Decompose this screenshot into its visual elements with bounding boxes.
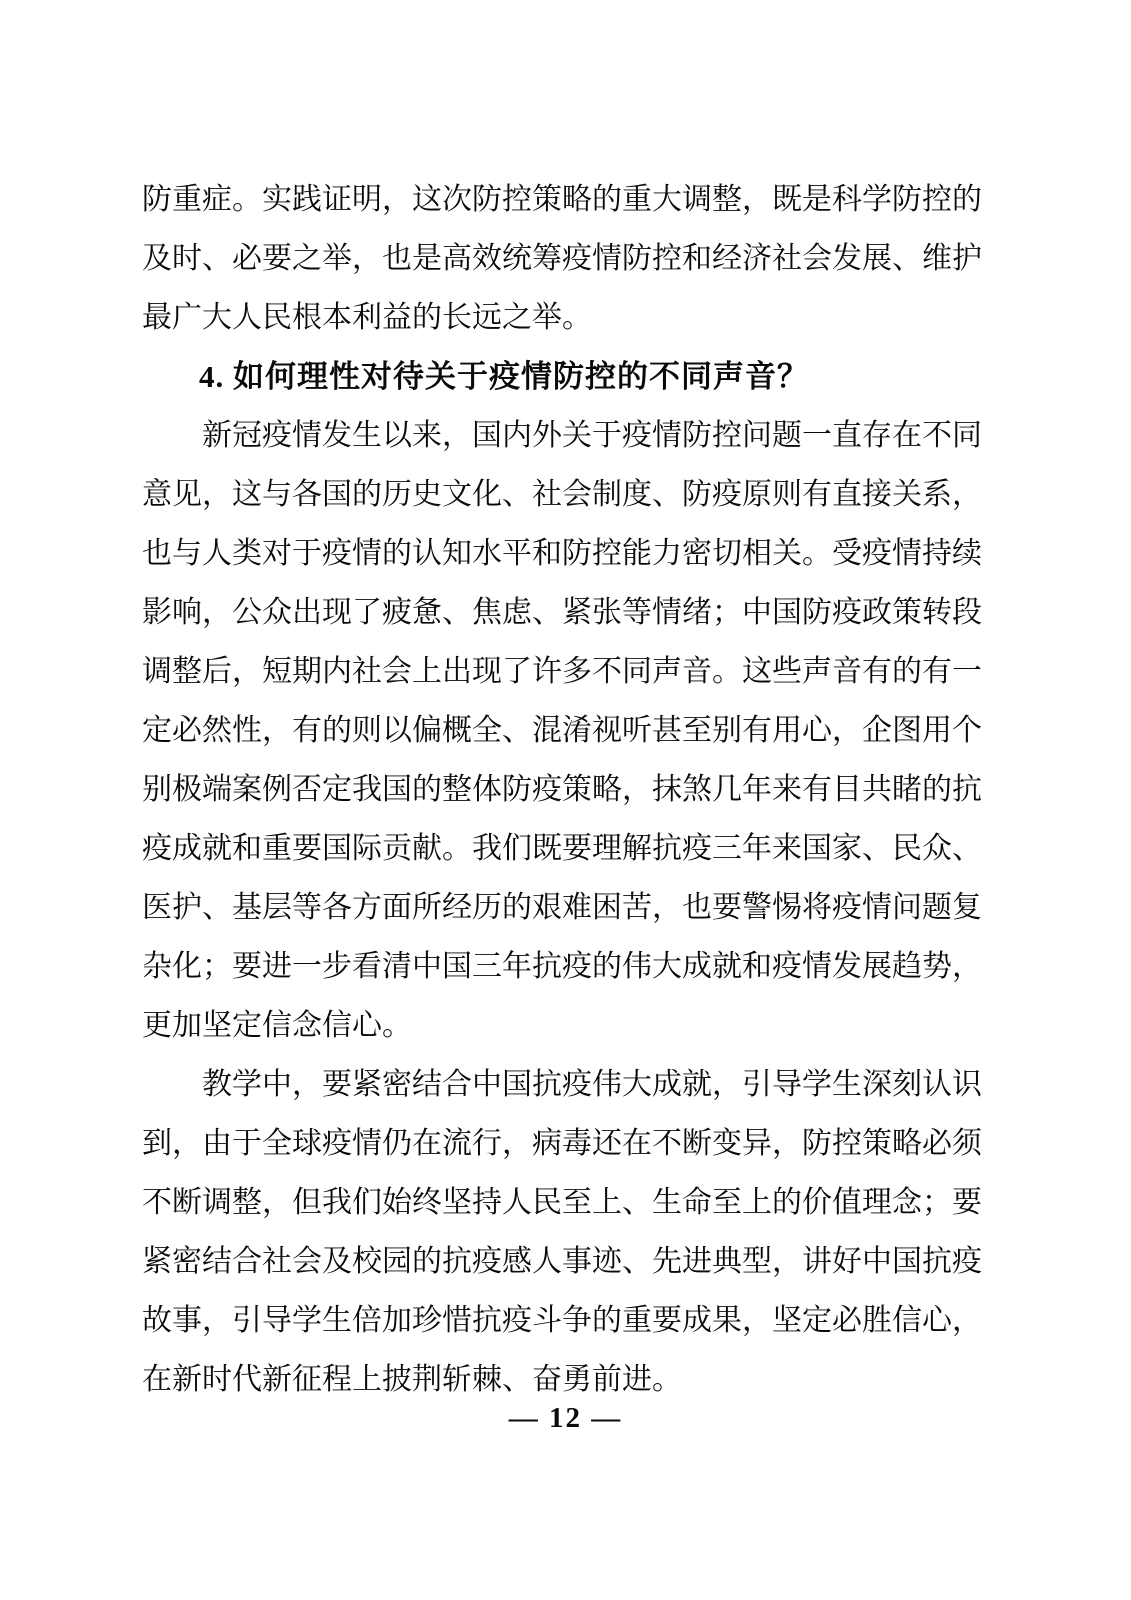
text-line: 教学中，要紧密结合中国抗疫伟大成就，引导学生深刻认识	[202, 1068, 982, 1101]
text-line: 紧密结合社会及校园的抗疫感人事迹、先进典型，讲好中国抗疫	[142, 1245, 982, 1278]
text-line: 疫成就和重要国际贡献。我们既要理解抗疫三年来国家、民众、	[142, 832, 982, 865]
text-line: 调整后，短期内社会上出现了许多不同声音。这些声音有的有一	[142, 655, 982, 688]
text-line: 杂化；要进一步看清中国三年抗疫的伟大成就和疫情发展趋势，	[142, 950, 982, 983]
text-line: 及时、必要之举，也是高效统筹疫情防控和经济社会发展、维护	[142, 242, 982, 275]
text-line: 也与人类对于疫情的认知水平和防控能力密切相关。受疫情持续	[142, 537, 982, 570]
text-line: 最广大人民根本利益的长远之举。	[142, 301, 592, 334]
text-line: 防重症。实践证明，这次防控策略的重大调整，既是科学防控的	[142, 183, 982, 216]
text-line: 定必然性，有的则以偏概全、混淆视听甚至别有用心，企图用个	[142, 714, 982, 747]
text-line: 故事，引导学生倍加珍惜抗疫斗争的重要成果，坚定必胜信心，	[142, 1304, 982, 1337]
section-heading-4: 4. 如何理性对待关于疫情防控的不同声音？	[199, 359, 809, 394]
text-line: 不断调整，但我们始终坚持人民至上、生命至上的价值理念；要	[142, 1186, 982, 1219]
page-number: — 12 —	[508, 1402, 623, 1434]
text-line: 医护、基层等各方面所经历的艰难困苦，也要警惕将疫情问题复	[142, 891, 982, 924]
text-line: 更加坚定信念信心。	[142, 1009, 412, 1042]
text-line: 别极端案例否定我国的整体防疫策略，抹煞几年来有目共睹的抗	[142, 773, 982, 806]
text-block	[142, 170, 982, 1409]
text-line: 新冠疫情发生以来，国内外关于疫情防控问题一直存在不同	[202, 419, 982, 452]
text-line: 影响，公众出现了疲惫、焦虑、紧张等情绪；中国防疫政策转段	[142, 596, 982, 629]
text-line: 到，由于全球疫情仍在流行，病毒还在不断变异，防控策略必须	[142, 1127, 982, 1160]
text-line: 在新时代新征程上披荆斩棘、奋勇前进。	[142, 1363, 682, 1396]
text-line: 意见，这与各国的历史文化、社会制度、防疫原则有直接关系，	[142, 478, 982, 511]
